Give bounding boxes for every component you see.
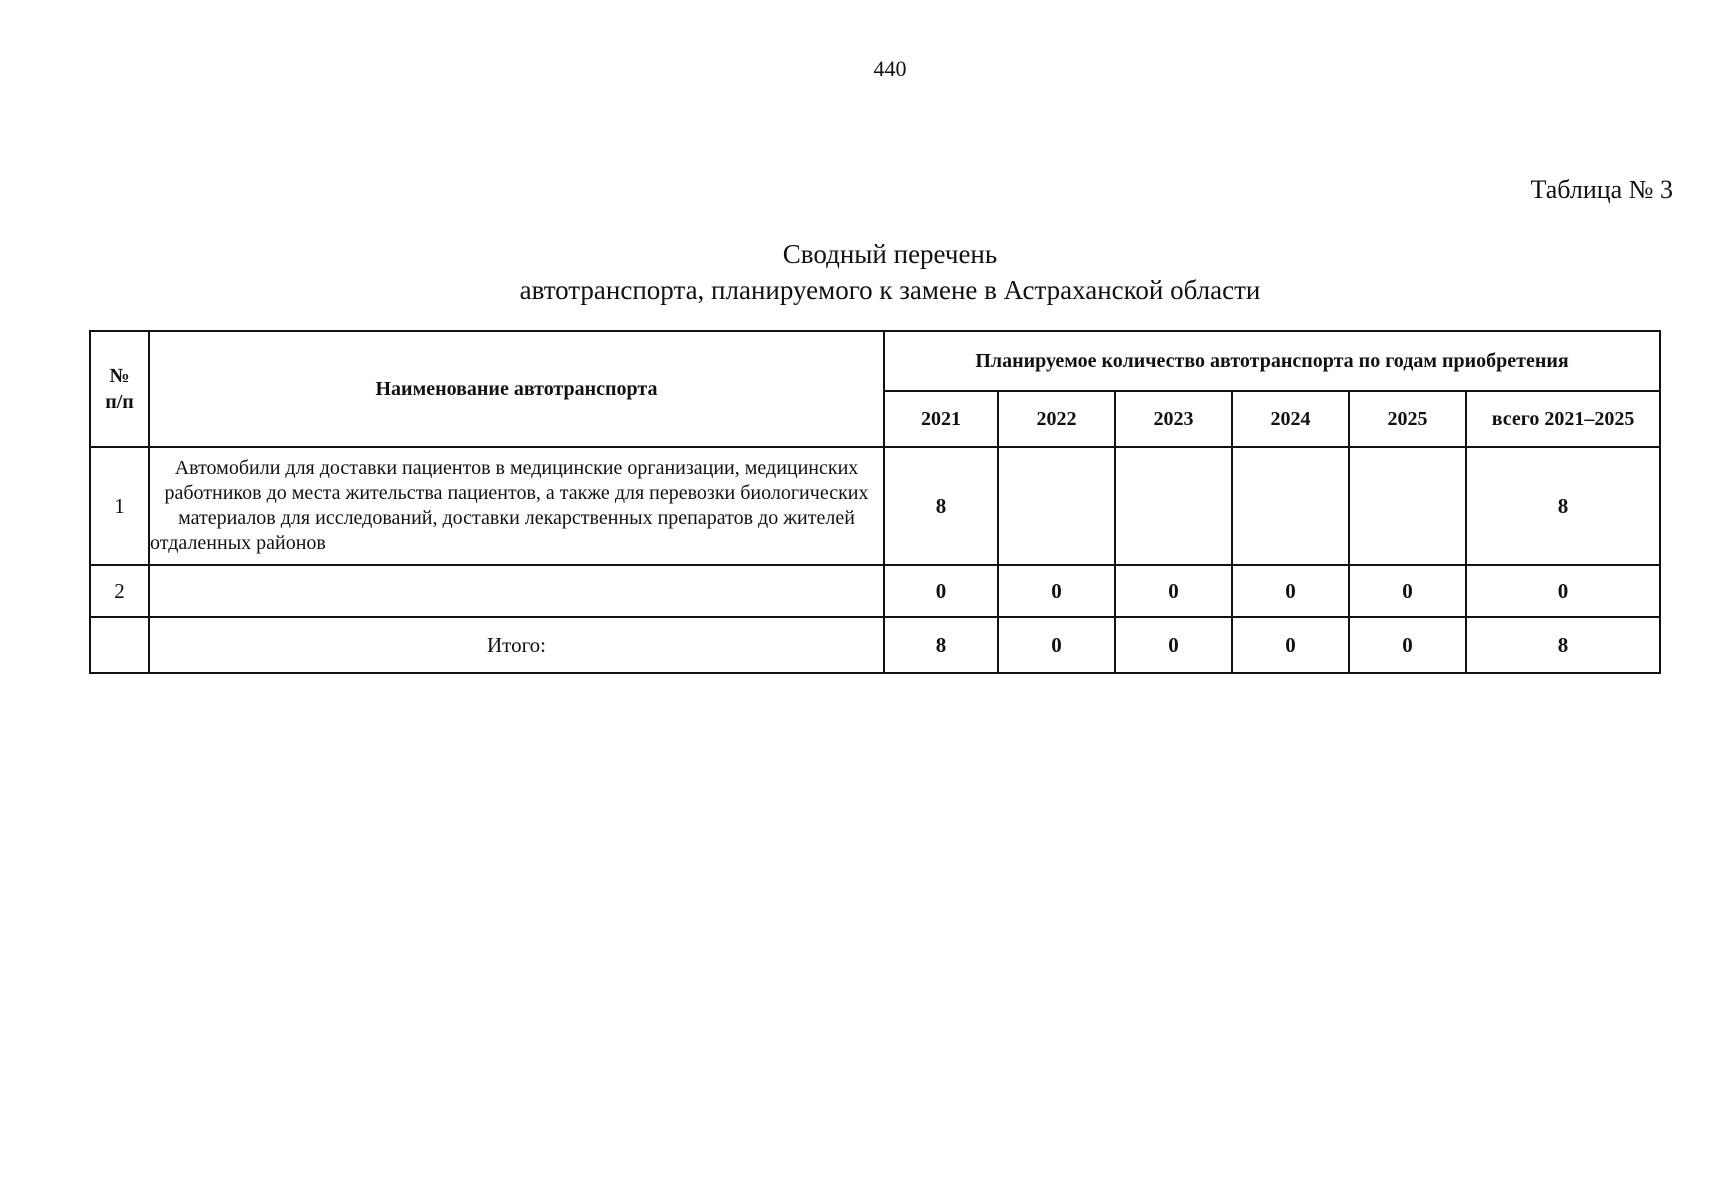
- header-year-2023: 2023: [1115, 391, 1232, 447]
- cell-2023: 0: [1115, 565, 1232, 617]
- header-number-label: № п/п: [105, 365, 134, 413]
- total-label: Итого:: [149, 617, 884, 673]
- cell-2024: [1232, 447, 1349, 565]
- cell-2021: 8: [884, 447, 998, 565]
- cell-2021: 0: [884, 565, 998, 617]
- total-2023: 0: [1115, 617, 1232, 673]
- row-number: 1: [90, 447, 149, 565]
- cell-2025: [1349, 447, 1466, 565]
- total-2021: 8: [884, 617, 998, 673]
- header-year-2022: 2022: [998, 391, 1115, 447]
- cell-2022: [998, 447, 1115, 565]
- table-label: Таблица № 3: [1530, 175, 1673, 204]
- table-row: [90, 447, 1660, 565]
- header-name: Наименование автотранспорта: [149, 331, 884, 447]
- total-2024: 0: [1232, 617, 1349, 673]
- total-2022: 0: [998, 617, 1115, 673]
- header-year-2025: 2025: [1349, 391, 1466, 447]
- total-row: [90, 617, 1660, 673]
- header-year-2021: 2021: [884, 391, 998, 447]
- row-name: [149, 565, 884, 617]
- header-year-2024: 2024: [1232, 391, 1349, 447]
- total-2025: 0: [1349, 617, 1466, 673]
- header-number: [90, 331, 149, 447]
- cell-2024: 0: [1232, 565, 1349, 617]
- page-number: 440: [873, 56, 907, 81]
- vehicle-summary-table: [89, 330, 1661, 674]
- header-year-total: всего 2021–2025: [1466, 391, 1660, 447]
- total-number: [90, 617, 149, 673]
- document-title: [0, 236, 1710, 308]
- title-line-2: автотранспорта, планируемого к замене в Астраханской области: [519, 275, 1261, 305]
- row-name: Автомобили для доставки пациентов в медицинские организации, медицинских работников до места жительства пациентов, а также для перевозки биологических материалов для исследований, доставки лекарственных препаратов до жителей отдаленных районов: [149, 447, 884, 565]
- title-line-1: Сводный перечень: [782, 239, 998, 269]
- cell-2022: 0: [998, 565, 1115, 617]
- cell-total: 8: [1466, 447, 1660, 565]
- cell-2023: [1115, 447, 1232, 565]
- total-all: 8: [1466, 617, 1660, 673]
- cell-total: 0: [1466, 565, 1660, 617]
- row-number: 2: [90, 565, 149, 617]
- header-group: Планируемое количество автотранспорта по годам приобретения: [884, 331, 1660, 391]
- table-row: [90, 565, 1660, 617]
- cell-2025: 0: [1349, 565, 1466, 617]
